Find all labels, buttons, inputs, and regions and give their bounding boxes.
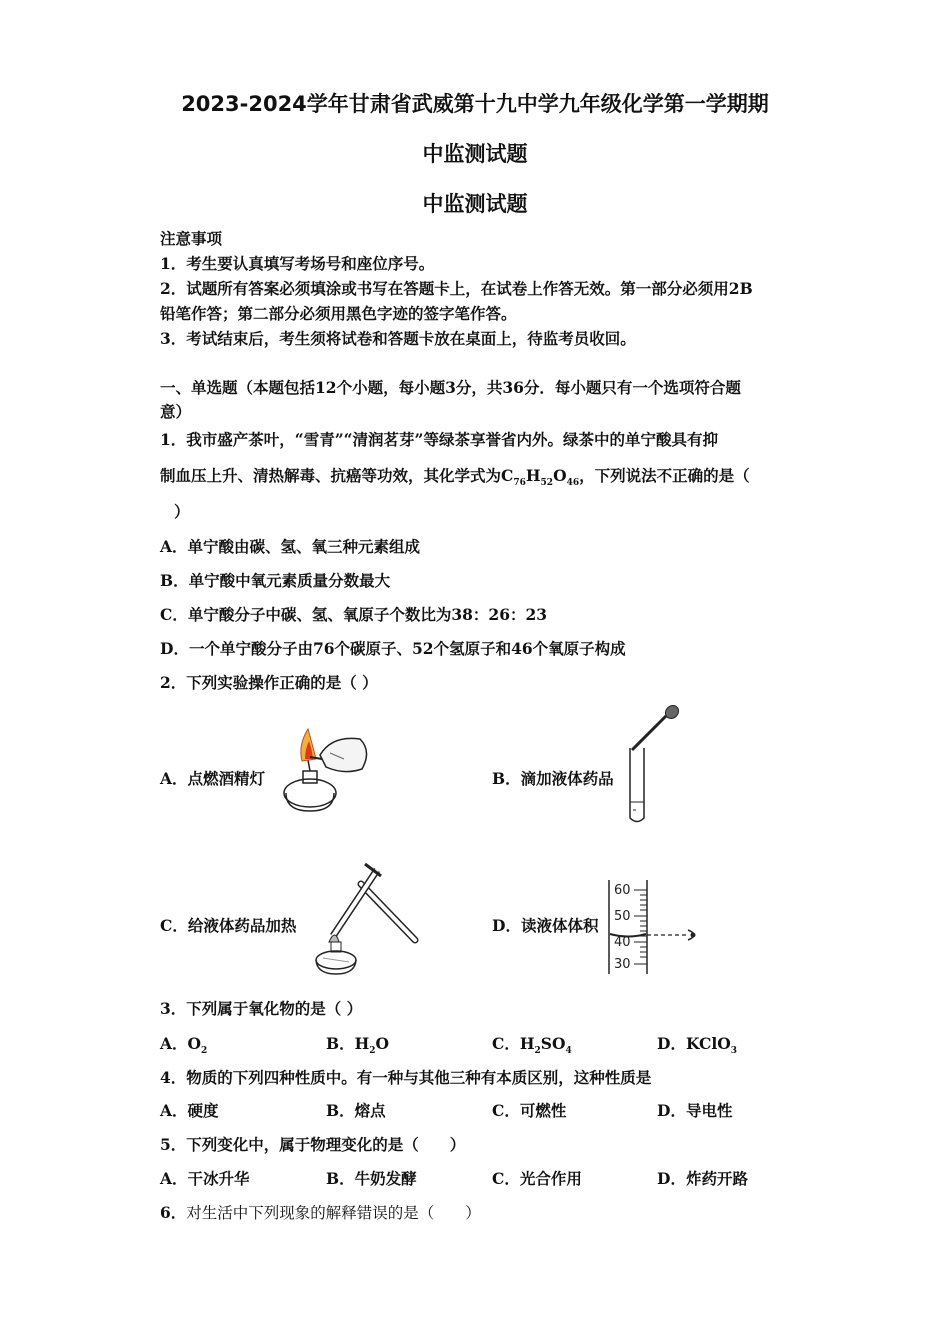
- heating-test-tube-figure: [305, 862, 427, 978]
- cylinder-tick-30: 30: [614, 957, 631, 972]
- q5-option-c: C．光合作用: [492, 1169, 582, 1188]
- q5-option-d: D．炸药开路: [657, 1169, 748, 1188]
- doc-title-line1: 2023-2024学年甘肃省武威第十九中学九年级化学第一学期期: [181, 92, 769, 116]
- notice-item-2-cont: 铅笔作答；第二部分必须用黑色字迹的签字笔作答。: [160, 304, 517, 323]
- q3-option-b: B．$H_2O$: [326, 1034, 390, 1057]
- notice-item-1: 1．考生要认真填写考场号和座位序号。: [160, 254, 435, 273]
- q2-option-d: D．读液体体积: [492, 916, 599, 935]
- q4-option-a: A．硬度: [160, 1101, 219, 1120]
- alcohol-lamp-lighting-figure: [272, 715, 382, 817]
- q5-stem: 5．下列变化中，属于物理变化的是（ ）: [160, 1135, 466, 1154]
- q4-option-c: C．可燃性: [492, 1101, 567, 1120]
- doc-title-line3: 中监测试题: [422, 192, 528, 216]
- q3-option-a: A．$O_2$: [160, 1034, 208, 1057]
- dropper-test-tube-figure: [618, 702, 688, 826]
- notice-item-2: 2．试题所有答案必须填涂或书写在答题卡上，在试卷上作答无效。第一部分必须用2B: [160, 279, 753, 298]
- q3-stem: 3．下列属于氧化物的是（ ）: [160, 999, 363, 1018]
- graduated-cylinder-figure: [600, 878, 712, 976]
- q1-stem-line3: ）: [174, 502, 190, 521]
- cylinder-tick-50: 50: [614, 909, 631, 924]
- q2-option-b: B．滴加液体药品: [492, 769, 614, 788]
- q4-stem: 4．物质的下列四种性质中。有一种与其他三种有本质区别，这种性质是: [160, 1068, 652, 1087]
- q3-option-c: C．$H_2SO_4$: [492, 1034, 572, 1057]
- q1-stem-line1: 1．我市盛产茶叶，“雪青”“清润茗芽”等绿茶享誉省内外。绿茶中的单宁酸具有抑: [160, 430, 718, 449]
- q2-stem: 2．下列实验操作正确的是（ ）: [160, 673, 378, 692]
- q1-option-c: C．单宁酸分子中碳、氢、氧原子个数比为38：26：23: [160, 605, 548, 624]
- notice-item-3: 3．考试结束后，考生须将试卷和答题卡放在桌面上，待监考员收回。: [160, 329, 636, 348]
- notice-heading: 注意事项: [160, 229, 223, 248]
- q4-option-b: B．熔点: [326, 1101, 386, 1120]
- section-heading-cont: 意）: [160, 402, 192, 421]
- section-heading: 一、单选题（本题包括12个小题，每小题3分，共36分．每小题只有一个选项符合题: [160, 378, 741, 397]
- q3-option-d: D．KClO$_3$: [657, 1034, 737, 1057]
- q1-stem-line2: 制血压上升、清热解毒、抗癌等功效，其化学式为$C_{76}H_{52}O_{46}$，下列说法不正确的是（: [160, 466, 750, 489]
- cylinder-tick-60: 60: [614, 883, 631, 898]
- q4-option-d: D．导电性: [657, 1101, 733, 1120]
- q2-option-a: A．点燃酒精灯: [160, 769, 266, 788]
- q2-option-c: C．给液体药品加热: [160, 916, 297, 935]
- cylinder-tick-40: 40: [614, 935, 631, 950]
- q5-option-b: B．牛奶发酵: [326, 1169, 417, 1188]
- q5-option-a: A．干冰升华: [160, 1169, 250, 1188]
- q1-option-a: A．单宁酸由碳、氢、氧三种元素组成: [160, 537, 421, 556]
- q1-option-d: D．一个单宁酸分子由76个碳原子、52个氢原子和46个氧原子构成: [160, 639, 626, 658]
- doc-title-line2: 中监测试题: [422, 142, 528, 166]
- q6-stem: 6．对生活中下列现象的解释错误的是（ ）: [160, 1203, 481, 1222]
- q1-option-b: B．单宁酸中氧元素质量分数最大: [160, 571, 391, 590]
